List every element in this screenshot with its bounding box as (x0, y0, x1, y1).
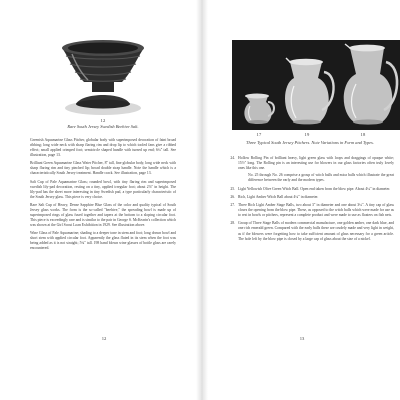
entry-text: Three Rich Light Amber Stage Balls, two about 3" in diameter and one about 3¼". A tiny cap of glass closes the opening from the blow pipe. These, as opposed to the witch balls which were made for use as to rest in bowls or pitchers, represent a complete product and were made to use as floaters on fish nets. (238, 203, 394, 218)
entry-number: 27. (230, 203, 235, 208)
catalog-entry (226, 187, 394, 192)
entry-number: 24. (230, 156, 235, 160)
plate-caption: Rare South Jersey Swedish Beehive Salt. (67, 124, 139, 129)
paragraph: Rare Salt Cup of Heavy, Dense Sapphire Blue Glass of the color and quality typical of South Jersey glass works. The form is the so-called "beehive," the spreading bowl is made up of superimposed rings of glass fused together and tapers at the bottom to a sloping circular foot. This piece is exceedingly rare and is similar to the pair in George S. McKearin's collection which was shown at the Girl Scout Loan Exhibition in 1929. See illustration above. (30, 202, 176, 227)
entry-number: 25. (230, 186, 235, 191)
catalog-entry (226, 221, 394, 241)
entry-text: Light Yellowish Olive Green Witch Ball. Open end taken from the blow pipe. About 4¼" in diameter. (238, 186, 391, 191)
catalog-entry (226, 156, 394, 171)
salt-cup-image (42, 24, 164, 130)
pitchers-photo (232, 40, 400, 130)
catalog-entry (226, 203, 394, 218)
beehive-salt-photo (42, 24, 164, 130)
pitchers-image (232, 40, 400, 130)
plate-number: 17 (256, 132, 262, 137)
entry-text: Rich, Light Amber Witch Ball about 4¼" in diameter. (238, 194, 319, 199)
entry-text: No. 25 through No. 26 comprise a group of witch balls and mica balls which illustrate the great difference between the early and the modern types. (248, 173, 394, 183)
plate-caption: Three Typical South Jersey Pitchers. Note Variations in Form and Types. (246, 140, 374, 145)
page-number: 12 (101, 336, 107, 341)
right-page (204, 0, 400, 400)
paragraph: Salt Cup of Pale Aquamarine Glass; rounded bowl, with tiny flaring rim and superimposed swedish lily-pad decoration, resting on a tiny, applied irregular foot; about 2⅛" in height. The lily-pad has the sheet more interesting in tiny Swedish pad, a type particularly characteristic of the South Jersey glass. This piece is very choice. (30, 179, 176, 199)
entry-text: Group of Three Stage Balls of modern commercial manufacture, one golden amber, one dark blue, and one rich emerald green. Compared with the early balls these are crudely made and very light in weight, as if the blowers were forgetting how to take sufficient amount of glass necessary for a green article. The hole left by the blow pipe is closed by a large cap of glass about the size of a nickel. (238, 221, 394, 241)
catalog-entry (226, 195, 394, 200)
page-number: 13 (299, 336, 305, 341)
paragraph: Wine Glass of Pale Aquamarine; shading to a deeper tone in stem and foot; long drawn bowl and short stem with applied circular foot. Apparently the glass fluted in its stem when the foot was being added as it is not straight; 5¼" tall. 198 hand blown wine glasses of bottle glass are rarely encountered. (30, 231, 176, 251)
paragraph: Brilliant Green Aquamarine Glass Water Pitcher, 8" tall, fine globular body, long wide neck with sharp flaring rim and tiny pinched lip; broad double strap handle. Note the handle which is a characteristically South Jersey treatment. Handle crack. See illustration, page 13. (30, 161, 176, 176)
left-page-text (30, 138, 176, 254)
right-page-entries (226, 156, 394, 245)
plate-number: 19 (304, 132, 310, 137)
catalog-note (226, 173, 394, 183)
entry-number: 26. (230, 194, 235, 199)
entry-text: Hollow Rolling Pin of brilliant heavy, light green glass with loops and draggings of opaque white; 15½" long. The Rolling pin is an interesting use for blowers in our glass factories often truly lovely ones like this one. (238, 156, 394, 171)
plate-number: 12 (100, 118, 106, 123)
plate-number: 18 (360, 132, 366, 137)
entry-number: 28. (230, 221, 235, 226)
paragraph: Greenish Aquamarine Glass Pitcher, globular body with superimposed decoration of faint broad ribbing; long wide neck with sharp flaring rim and drop lip to which tooled fans give a ribbed effect; small applied crimped foot; semicircle shaped handle with turned up end; 6¼" tall. See illustration, page 13. (30, 138, 176, 158)
